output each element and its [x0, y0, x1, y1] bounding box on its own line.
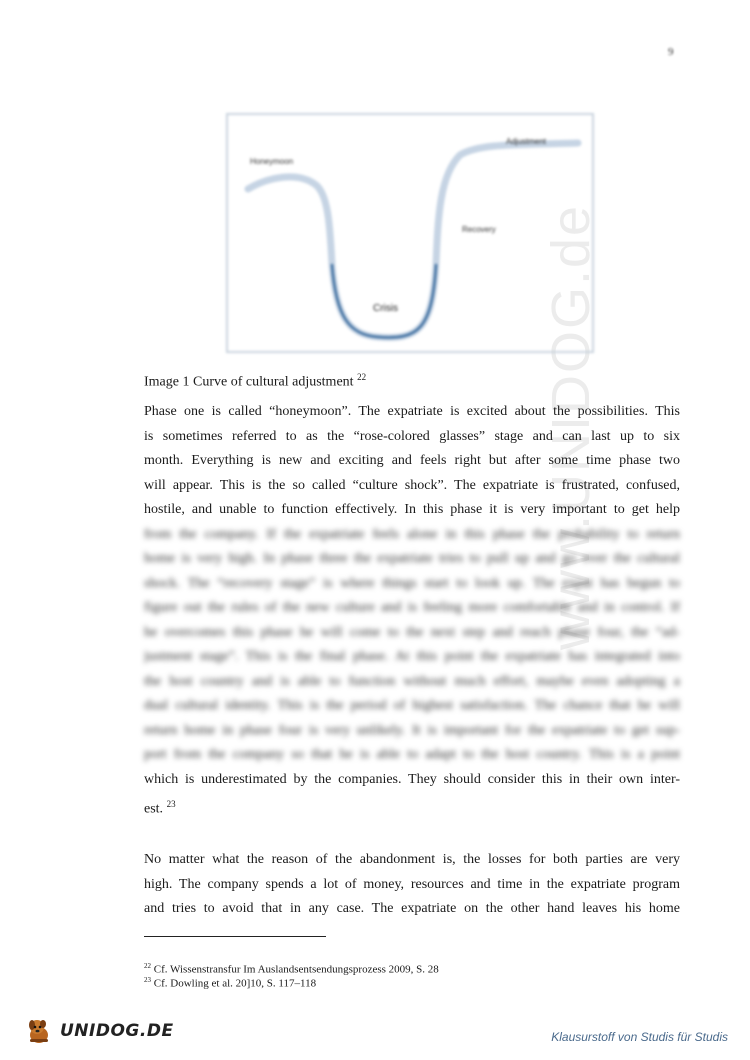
text-line: high. The company spends a lot of money, resources and time in the expatriate program: [144, 876, 680, 892]
text-line: is sometimes referred to as the “rose-colored glasses” stage and can last up to six: [144, 428, 680, 444]
caption-footnote-ref: 22: [357, 372, 367, 382]
page-number: 9: [668, 46, 674, 58]
footnote: [144, 974, 316, 991]
logo-text: UNIDOG.DE: [60, 1021, 174, 1041]
footnote-number: 23: [144, 976, 151, 984]
blurred-text-line: home is very high. In phase three the expatriate tries to pull up and go over the cultural: [144, 551, 680, 566]
paragraph-footnote-ref: 23: [166, 799, 176, 809]
footnote-number: 22: [144, 962, 151, 970]
text-line-last: [144, 792, 680, 817]
adjustment-curve-path: [248, 143, 578, 337]
unidog-logo[interactable]: [24, 1014, 174, 1048]
recovery-label: Recovery: [462, 225, 496, 234]
text-line: which is underestimated by the companies. They should consider this in their own inter-: [144, 771, 680, 787]
paragraph-abandonment: [144, 848, 680, 922]
watermark: www.UNIDOG.de: [541, 203, 601, 650]
adjustment-curve-figure: [226, 113, 594, 353]
crisis-label: Crisis: [373, 303, 398, 314]
blurred-text-line: shock. The “recovery stage” is where things start to look up. The expat has begun to: [144, 575, 680, 591]
text-line: No matter what the reason of the abandonment is, the losses for both parties are very: [144, 852, 680, 867]
blurred-text-line: figure out the rules of the new culture and is feeling more comfortable and in control. If: [144, 600, 680, 615]
blurred-text-line: from the company. If the expatriate feels alone in this phase the probability to return: [144, 526, 680, 542]
blurred-text-line: port from the company so that he is able to adapt to the host country. This is a point: [144, 747, 680, 762]
text-fragment: est.: [144, 801, 164, 817]
blurred-text-line: return home in phase four is very unlikely. It is important for the expatriate to get sup-: [144, 722, 680, 738]
paragraph-phases: [144, 400, 680, 817]
text-line: will appear. This is the so called “culture shock”. The expatriate is frustrated, confused,: [144, 477, 680, 493]
blurred-text-line: justment stage”. This is the final phase. At this point the expatriate has integrated into: [144, 649, 680, 664]
footnote-separator: [144, 936, 326, 937]
text-line: and tries to avoid that in any case. The expatriate on the other hand leaves his home: [144, 901, 680, 916]
text-line: month. Everything is new and exciting and feels right but after some time phase two: [144, 453, 680, 468]
blurred-text-line: the host country and is able to function without much effort, maybe even adopting a: [144, 673, 680, 689]
dog-mascot-icon: [24, 1015, 56, 1047]
text-line: Phase one is called “honeymoon”. The expatriate is excited about the possibilities. This: [144, 404, 680, 419]
text-line: hostile, and unable to function effectively. In this phase it is very important to get help: [144, 502, 680, 517]
figure-caption: [144, 372, 366, 391]
footnote-text: Cf. Dowling et al. 20]10, S. 117–118: [153, 977, 317, 990]
adjustment-curve-graphic: [228, 115, 592, 351]
footnote-text: Cf. Wissenstransfur Im Auslandsentsendungsprozess 2009, S. 28: [153, 963, 439, 976]
blurred-text-line: he overcomes this phase he will come to the next step and reach phase four, the “ad-: [144, 624, 680, 640]
honeymoon-label: Honeymoon: [250, 157, 294, 166]
blurred-text-line: dual cultural identity. This is the period of highest satisfaction. The chance that he will: [144, 698, 680, 713]
footer-slogan: Klausurstoff von Studis für Studis: [551, 1030, 728, 1044]
caption-text: Image 1 Curve of cultural adjustment: [144, 374, 354, 390]
adjustment-label: Adjustment: [506, 137, 547, 146]
